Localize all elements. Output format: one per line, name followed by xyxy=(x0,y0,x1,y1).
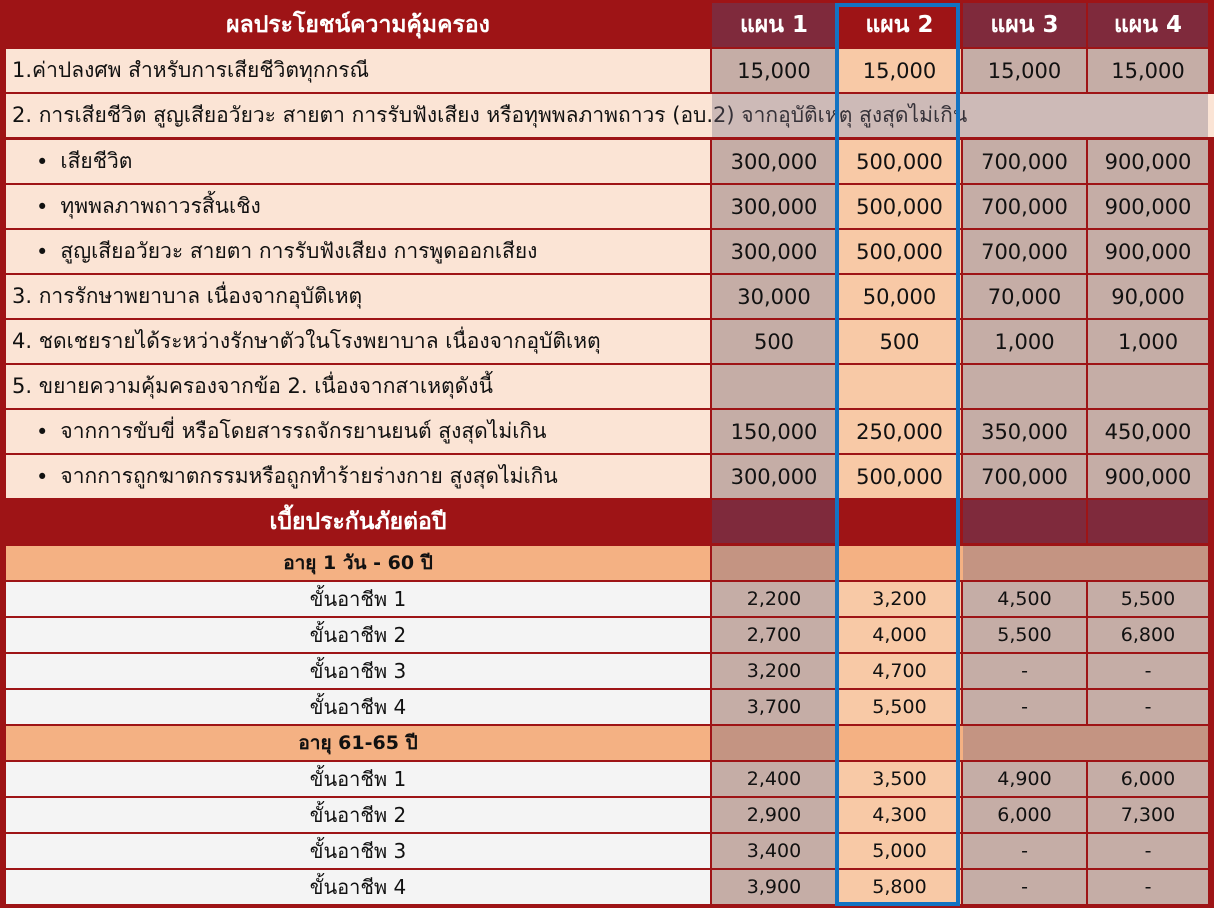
benefit-value-plan-1: 300,000 xyxy=(712,185,836,228)
age-band-plan-cell xyxy=(838,546,963,580)
premium-value-plan-4: - xyxy=(1088,834,1208,868)
plan-header-4: แผน 4 xyxy=(1088,3,1208,47)
benefit-row-label: 2. การเสียชีวิต สูญเสียอวัยวะ สายตา การรับฟังเสียง หรือทุพพลภาพถาวร (อบ.2) จากอุบัติเหตุ สูงสุดไม่เกิน xyxy=(6,94,1214,137)
benefit-value-plan-4: 1,000 xyxy=(1088,320,1208,363)
occupation-class-label: ขั้นอาชีพ 2 xyxy=(6,618,710,652)
premium-value-plan-3: - xyxy=(963,690,1086,724)
premium-value-plan-4: 6,800 xyxy=(1088,618,1208,652)
benefit-value-plan-3: 700,000 xyxy=(963,455,1086,498)
benefit-row-label: • สูญเสียอวัยวะ สายตา การรับฟังเสียง การพูดออกเสียง xyxy=(6,230,710,273)
benefit-value-plan-4 xyxy=(1088,365,1208,408)
premium-title-plan-cell xyxy=(838,500,961,543)
premium-value-plan-2: 4,000 xyxy=(838,618,961,652)
premium-value-plan-2: 5,500 xyxy=(838,690,961,724)
age-band-plan-cell xyxy=(838,726,963,760)
age-group-label: อายุ 1 วัน - 60 ปี xyxy=(6,546,710,580)
occupation-class-label: ขั้นอาชีพ 2 xyxy=(6,798,710,832)
benefit-value-plan-2: 500,000 xyxy=(838,230,961,273)
benefit-value-plan-2: 500,000 xyxy=(838,455,961,498)
benefit-value-plan-1: 300,000 xyxy=(712,455,836,498)
occupation-class-label: ขั้นอาชีพ 3 xyxy=(6,834,710,868)
benefit-value-plan-3: 350,000 xyxy=(963,410,1086,453)
premium-value-plan-4: - xyxy=(1088,870,1208,904)
premium-value-plan-4: 7,300 xyxy=(1088,798,1208,832)
occupation-class-label: ขั้นอาชีพ 1 xyxy=(6,762,710,796)
benefit-row-label: • ทุพพลภาพถาวรสิ้นเชิง xyxy=(6,185,710,228)
benefit-row-label: 5. ขยายความคุ้มครองจากข้อ 2. เนื่องจากสาเหตุดังนี้ xyxy=(6,365,710,408)
age-band-plan-cell xyxy=(963,546,1208,580)
premium-value-plan-3: - xyxy=(963,870,1086,904)
benefit-row-label: 4. ชดเชยรายได้ระหว่างรักษาตัวในโรงพยาบาล เนื่องจากอุบัติเหตุ xyxy=(6,320,710,363)
benefit-value-plan-3: 700,000 xyxy=(963,140,1086,183)
premium-value-plan-1: 2,200 xyxy=(712,582,836,616)
premium-value-plan-1: 3,900 xyxy=(712,870,836,904)
premium-value-plan-2: 3,200 xyxy=(838,582,961,616)
premium-value-plan-2: 4,700 xyxy=(838,654,961,688)
premium-value-plan-3: - xyxy=(963,654,1086,688)
benefit-value-plan-2: 15,000 xyxy=(838,49,961,92)
benefit-value-plan-3: 1,000 xyxy=(963,320,1086,363)
age-band-plan-cell xyxy=(712,726,838,760)
benefit-value-plan-4: 90,000 xyxy=(1088,275,1208,318)
benefit-value-plan-2: 500 xyxy=(838,320,961,363)
benefit-value-plan-3: 700,000 xyxy=(963,230,1086,273)
benefit-value-plan-4: 450,000 xyxy=(1088,410,1208,453)
benefit-value-plan-2 xyxy=(838,365,961,408)
premium-value-plan-2: 5,800 xyxy=(838,870,961,904)
plan-columns-overlay xyxy=(712,94,1208,137)
premium-value-plan-3: 6,000 xyxy=(963,798,1086,832)
benefit-row-label: • จากการถูกฆาตกรรมหรือถูกทำร้ายร่างกาย สูงสุดไม่เกิน xyxy=(6,455,710,498)
premium-value-plan-2: 5,000 xyxy=(838,834,961,868)
premium-value-plan-4: - xyxy=(1088,690,1208,724)
premium-value-plan-1: 3,200 xyxy=(712,654,836,688)
premium-value-plan-1: 3,400 xyxy=(712,834,836,868)
benefit-row-label: 1.ค่าปลงศพ สำหรับการเสียชีวิตทุกกรณี xyxy=(6,49,710,92)
benefit-value-plan-2: 500,000 xyxy=(838,185,961,228)
benefit-value-plan-4: 900,000 xyxy=(1088,140,1208,183)
benefit-value-plan-4: 900,000 xyxy=(1088,230,1208,273)
occupation-class-label: ขั้นอาชีพ 4 xyxy=(6,690,710,724)
premium-value-plan-1: 3,700 xyxy=(712,690,836,724)
premium-value-plan-2: 4,300 xyxy=(838,798,961,832)
premium-value-plan-1: 2,700 xyxy=(712,618,836,652)
plan-header-3: แผน 3 xyxy=(963,3,1086,47)
premium-value-plan-4: - xyxy=(1088,654,1208,688)
premium-value-plan-4: 5,500 xyxy=(1088,582,1208,616)
benefit-value-plan-2: 250,000 xyxy=(838,410,961,453)
benefit-value-plan-1: 150,000 xyxy=(712,410,836,453)
plan-header-2: แผน 2 xyxy=(838,3,961,47)
premium-value-plan-3: - xyxy=(963,834,1086,868)
age-band-plan-cell xyxy=(712,546,838,580)
premium-value-plan-2: 3,500 xyxy=(838,762,961,796)
premium-title-plan-cell xyxy=(1088,500,1208,543)
premium-value-plan-3: 4,500 xyxy=(963,582,1086,616)
benefit-value-plan-1: 15,000 xyxy=(712,49,836,92)
occupation-class-label: ขั้นอาชีพ 4 xyxy=(6,870,710,904)
benefit-value-plan-3: 15,000 xyxy=(963,49,1086,92)
premium-title: เบี้ยประกันภัยต่อปี xyxy=(6,500,710,543)
benefit-value-plan-4: 15,000 xyxy=(1088,49,1208,92)
premium-value-plan-3: 4,900 xyxy=(963,762,1086,796)
benefit-value-plan-4: 900,000 xyxy=(1088,185,1208,228)
benefit-value-plan-1: 500 xyxy=(712,320,836,363)
benefit-row-label: 3. การรักษาพยาบาล เนื่องจากอุบัติเหตุ xyxy=(6,275,710,318)
benefit-value-plan-1: 300,000 xyxy=(712,230,836,273)
benefit-value-plan-2: 50,000 xyxy=(838,275,961,318)
benefit-value-plan-2: 500,000 xyxy=(838,140,961,183)
age-group-label: อายุ 61-65 ปี xyxy=(6,726,710,760)
benefit-value-plan-3: 700,000 xyxy=(963,185,1086,228)
occupation-class-label: ขั้นอาชีพ 3 xyxy=(6,654,710,688)
benefit-value-plan-1: 30,000 xyxy=(712,275,836,318)
occupation-class-label: ขั้นอาชีพ 1 xyxy=(6,582,710,616)
benefit-row-label: • เสียชีวิต xyxy=(6,140,710,183)
premium-title-plan-cell xyxy=(963,500,1086,543)
benefit-value-plan-1 xyxy=(712,365,836,408)
premium-value-plan-1: 2,400 xyxy=(712,762,836,796)
premium-title-plan-cell xyxy=(712,500,836,543)
benefit-row-label: • จากการขับขี่ หรือโดยสารรถจักรยานยนต์ สูงสุดไม่เกิน xyxy=(6,410,710,453)
benefit-value-plan-1: 300,000 xyxy=(712,140,836,183)
premium-value-plan-4: 6,000 xyxy=(1088,762,1208,796)
benefit-column-header: ผลประโยชน์ความคุ้มครอง xyxy=(6,3,710,47)
premium-value-plan-1: 2,900 xyxy=(712,798,836,832)
benefit-value-plan-4: 900,000 xyxy=(1088,455,1208,498)
plan-header-1: แผน 1 xyxy=(712,3,836,47)
premium-value-plan-3: 5,500 xyxy=(963,618,1086,652)
benefit-value-plan-3 xyxy=(963,365,1086,408)
benefit-value-plan-3: 70,000 xyxy=(963,275,1086,318)
age-band-plan-cell xyxy=(963,726,1208,760)
